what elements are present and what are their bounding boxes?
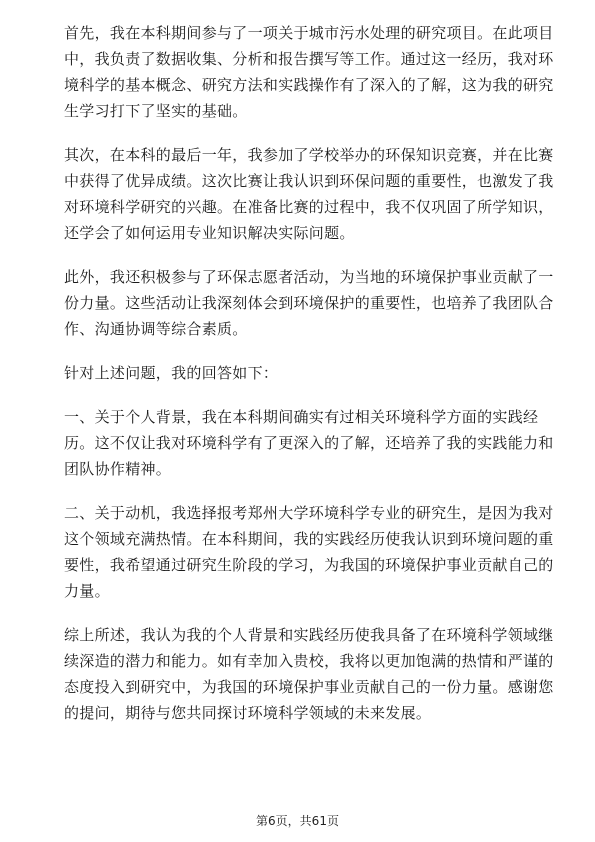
paragraph-6: 二、关于动机，我选择报考郑州大学环境科学专业的研究生，是因为我对这个领域充满热情。在本科期间，我的实践经历使我认识到环境问题的重要性，我希望通过研究生阶段的学习，为我国的环境保护事业贡献自己的力量。 (64, 504, 554, 600)
page-number: 第6页，共61页 (256, 814, 339, 828)
paragraph-7: 综上所述，我认为我的个人背景和实践经历使我具备了在环境科学领域继续深造的潜力和能力。如有幸加入贵校，我将以更加饱满的热情和严谨的态度投入到研究中，为我国的环境保护事业贡献自己的一份力量。感谢您的提问，期待与您共同探讨环境科学领域的未来发展。 (64, 626, 554, 722)
paragraph-2: 其次，在本科的最后一年，我参加了学校举办的环保知识竞赛，并在比赛中获得了优异成绩。这次比赛让我认识到环保问题的重要性，也激发了我对环境科学研究的兴趣。在准备比赛的过程中，我不仅巩固了所学知识，还学会了如何运用专业知识解决实际问题。 (64, 146, 554, 242)
document-body (64, 20, 564, 744)
paragraph-3: 此外，我还积极参与了环保志愿者活动，为当地的环境保护事业贡献了一份力量。这些活动让我深刻体会到环境保护的重要性，也培养了我团队合作、沟通协调等综合素质。 (64, 268, 554, 338)
paragraph-1: 首先，我在本科期间参与了一项关于城市污水处理的研究项目。在此项目中，我负责了数据收集、分析和报告撰写等工作。通过这一经历，我对环境科学的基本概念、研究方法和实践操作有了深入的了解，这为我的研究生学习打下了坚实的基础。 (64, 24, 554, 120)
paragraph-5: 一、关于个人背景，我在本科期间确实有过相关环境科学方面的实践经历。这不仅让我对环境科学有了更深入的了解，还培养了我的实践能力和团队协作精神。 (64, 408, 554, 478)
paragraph-4: 针对上述问题，我的回答如下： (64, 364, 279, 382)
